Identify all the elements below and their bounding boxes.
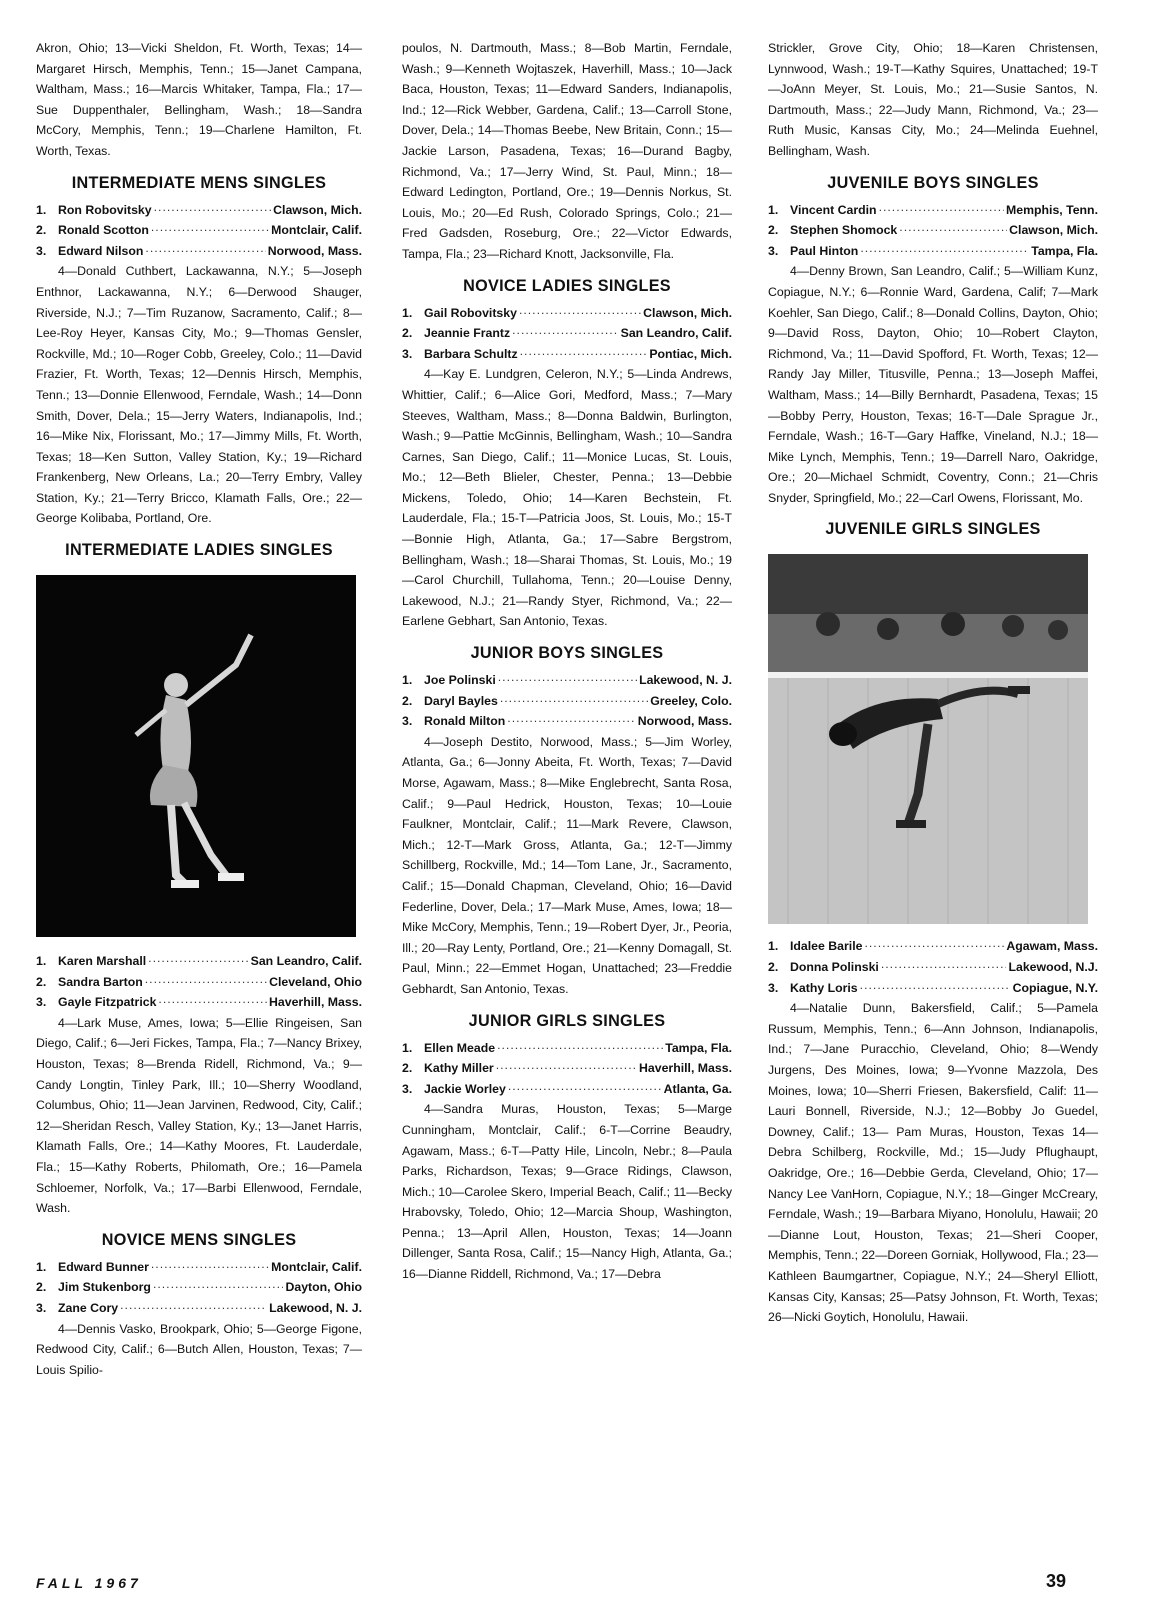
placing-row: 1. Ron Robovitsky ..... Clawson, Mich. bbox=[36, 200, 362, 221]
section-title-intermediate-ladies: INTERMEDIATE LADIES SINGLES bbox=[65, 541, 333, 560]
placing-row: 1. Vincent Cardin ..... Memphis, Tenn. bbox=[768, 200, 1098, 221]
placings-list bbox=[36, 1257, 362, 1319]
section-title-novice-ladies: NOVICE LADIES SINGLES bbox=[463, 276, 671, 295]
placing-row: 2. Stephen Shomock ..... Clawson, Mich. bbox=[768, 220, 1098, 241]
skater-photo bbox=[768, 554, 1088, 924]
section-title-juvenile-girls: JUVENILE GIRLS SINGLES bbox=[825, 520, 1041, 539]
placing-row: 3. Edward Nilson ..... Norwood, Mass. bbox=[36, 241, 362, 262]
placings-list bbox=[768, 200, 1098, 262]
placing-row: 2. Sandra Barton ..... Cleveland, Ohio bbox=[36, 972, 362, 993]
placing-row: 1. Gail Robovitsky ..... Clawson, Mich. bbox=[402, 303, 732, 324]
issue-footer: FALL 1967 bbox=[36, 1575, 142, 1591]
remaining-results: 4—Kay E. Lundgren, Celeron, N.Y.; 5—Linda Andrews, Whittier, Calif.; 6—Alice Gori, Medford, Mass.; 7—Mary Steeves, Waltham, Mass.; 8—Donna Baldwin, Burlington, Wash.; 9—Pattie McGinnis, Bellingham, Wash.; 10—Sandra Carnes, San Diego, Calif.; 11—Monice Lucas, St. Louis, Mo.; 12—Beth Blieler, Chester, Penna.; 13—Debbie Mickens, Toledo, Ohio; 14—Karen Bechstein, Ft. Lauderdale, Fla.; 15-T—Patricia Joos, St. Louis, Mo.; 15-T—Bonnie High, Atlanta, Ga.; 17—Sabre Bergstrom, Bellingham, Wash.; 18—Sharai Thomas, St. Louis, Mo.; 19—Carol Churchill, Tullahoma, Tenn.; 20—Louise Denny, Lakewood, N.J.; 21—Randy Styer, Richmond, Va.; 22—Earlene Gebhart, San Antonio, Texas. bbox=[402, 367, 732, 629]
placing-row: 1. Karen Marshall ..... San Leandro, Calif. bbox=[36, 951, 362, 972]
placings-list bbox=[402, 670, 732, 732]
placing-row: 2. Daryl Bayles ..... Greeley, Colo. bbox=[402, 691, 732, 712]
section-title-novice-mens: NOVICE MENS SINGLES bbox=[101, 1230, 297, 1249]
column-2 bbox=[402, 38, 732, 1285]
section-title-junior-girls: JUNIOR GIRLS SINGLES bbox=[468, 1011, 666, 1030]
placings-list bbox=[36, 951, 362, 1013]
placings-list bbox=[36, 200, 362, 262]
remaining-results: 4—Natalie Dunn, Bakersfield, Calif.; 5—Pamela Russum, Memphis, Tenn.; 6—Ann Johnson, Indianapolis, Ind.; 7—Jane Puracchio, Cleveland, Ohio; 8—Wendy Jurgens, Des Moines, Iowa; 9—Yvonne Mazzola, Des Moines, Iowa; 10—Sherri Friesen, Bakersfield, Calif: 11—Lauri Bonnell, Riverside, N.J.; 12—Bobby Jo Guedel, Downey, Calif.; 13— Pam Muras, Houston, Texas 14—Debra Schilberg, Rockville, Md.; 15—Judy Pflughaupt, Oakridge, Ore.; 16—Debbie Gerda, Cleveland, Ohio; 17—Nancy Lee VanHorn, Copiague, N.Y.; 18—Ginger McCreary, Ferndale, Wash.; 19—Barbara Miyano, Honolulu, Hawaii; 20—Dianne Lout, Houston, Texas; 21—Sheri Cooper, Memphis, Tenn.; 22—Doreen Gorniak, Hollywood, Fla.; 23—Kathleen Baumgartner, Copiague, N.Y.; 24—Sheryl Elliott, Kansas City, Kansas; 25—Patsy Johnson, Ft. Worth, Texas; 26—Nicki Goytich, Honolulu, Hawaii. bbox=[768, 1001, 1098, 1325]
section-title-intermediate-mens: INTERMEDIATE MENS SINGLES bbox=[71, 173, 327, 192]
column-1 bbox=[36, 38, 362, 1380]
continued-results-text: Akron, Ohio; 13—Vicki Sheldon, Ft. Worth, Texas; 14—Margaret Hirsch, Memphis, Tenn.; 15—Janet Campana, Waltham, Mass.; 16—Marcis Whitaker, Tampa, Fla.; 17—Sue Duppenthaler, Bellingham, Wash.; 18—Sandra McCory, Memphis, Tenn.; 19—Charlene Hamilton, Ft. Worth, Texas. bbox=[36, 41, 362, 158]
continued-results-text: Strickler, Grove City, Ohio; 18—Karen Christensen, Lynnwood, Wash.; 19-T—Kathy Squires, Unattached; 19-T—JoAnn Meyer, St. Louis, Mo.; 21—Susie Santos, N. Dartmouth, Mass.; 22—Judy Mann, Richmond, Va.; 23—Ruth Music, Kansas City, Mo.; 24—Melinda Euehnel, Bellingham, Wash. bbox=[768, 41, 1098, 158]
placing-row: 3. Gayle Fitzpatrick ..... Haverhill, Mass. bbox=[36, 992, 362, 1013]
placing-row: 2. Jim Stukenborg ..... Dayton, Ohio bbox=[36, 1277, 362, 1298]
placings-list bbox=[768, 936, 1098, 998]
section-title-juvenile-boys: JUVENILE BOYS SINGLES bbox=[827, 173, 1039, 192]
placing-row: 1. Ellen Meade ..... Tampa, Fla. bbox=[402, 1038, 732, 1059]
placing-row: 3. Kathy Loris ..... Copiague, N.Y. bbox=[768, 978, 1098, 999]
placing-row: 3. Barbara Schultz ..... Pontiac, Mich. bbox=[402, 344, 732, 365]
remaining-results: 4—Denny Brown, San Leandro, Calif.; 5—William Kunz, Copiague, N.Y.; 6—Ronnie Ward, Gardena, Calif; 7—Mark Koehler, San Diego, Calif.; 8—Donald Collins, Dayton, Ohio; 9—David Ross, Dayton, Ohio; 10—Robert Clayton, Richmond, Va.; 11—David Spofford, Ft. Worth, Texas; 12—Randy Jay Miller, Titusville, Penna.; 13—Joseph Maffei, Waltham, Mass.; 14—Billy Bernhardt, Pasadena, Texas; 15—Bobby Perry, Houston, Texas; 16-T—Dale Sprague Jr., Ferndale, Wash.; 16-T—Gary Haffke, Vineland, N.J.; 18—Mike Lynch, Memphis, Tenn.; 19—Darrell Naro, Oakridge, Ore.; 20—Michael Schmidt, Coventry, Conn.; 21—Chris Snyder, Springfield, Mo.; 22—Carl Owens, Florissant, Mo. bbox=[768, 264, 1098, 505]
remaining-results: 4—Dennis Vasko, Brookpark, Ohio; 5—George Figone, Redwood City, Calif.; 6—Butch Allen, Houston, Texas; 7—Louis Spilio- bbox=[36, 1321, 362, 1377]
placing-row: 1. Edward Bunner ..... Montclair, Calif. bbox=[36, 1257, 362, 1278]
placing-row: 2. Donna Polinski ..... Lakewood, N.J. bbox=[768, 957, 1098, 978]
continued-results-text: poulos, N. Dartmouth, Mass.; 8—Bob Martin, Ferndale, Wash.; 9—Kenneth Wojtaszek, Haverhill, Mass.; 10—Jack Baca, Houston, Texas; 11—Edward Sanders, Indianapolis, Ind.; 12—Rick Webber, Gardena, Calif.; 13—Carroll Stone, Dover, Dela.; 14—Thomas Beebe, New Britain, Conn.; 15—Jackie Larson, Pasadena, Texas; 16—Durand Bagby, Richmond, Va.; 17—Jerry Wind, St. Paul, Minn.; 18—Edward Ledington, Portland, Ore.; 19—Dennis Norkus, St. Louis, Mo.; 20—Ed Rush, Colorado Springs, Colo.; 21—Fred Gadsden, Roseburg, Ore.; 22—Victor Edwards, Tampa, Fla.; 23—Richard Knott, Jacksonville, Fla. bbox=[402, 41, 732, 261]
remaining-results: 4—Sandra Muras, Houston, Texas; 5—Marge Cunningham, Montclair, Calif.; 6-T—Corrine Beaudry, Agawam, Mass.; 6-T—Patty Hile, Lincoln, Nebr.; 8—Paula Parks, Richardson, Texas; 9—Grace Ridings, Clawson, Mich.; 10—Carolee Skero, Imperial Beach, Calif.; 11—Becky Hrabovsky, Toledo, Ohio; 12—Marcia Shoup, Washington, Penna.; 13—April Allen, Houston, Texas; 14—Joann Dillenger, Santa Rosa, Calif.; 15—Nancy High, Atlanta, Ga.; 16—Dianne Riddell, Richmond, Va.; 17—Debra bbox=[402, 1102, 732, 1282]
placing-row: 3. Paul Hinton ..... Tampa, Fla. bbox=[768, 241, 1098, 262]
placing-row: 3. Ronald Milton ..... Norwood, Mass. bbox=[402, 711, 732, 732]
column-3 bbox=[768, 38, 1098, 1328]
placings-list bbox=[402, 303, 732, 365]
placings-list bbox=[402, 1038, 732, 1100]
skater-photo bbox=[36, 575, 356, 937]
placing-row: 2. Kathy Miller ..... Haverhill, Mass. bbox=[402, 1058, 732, 1079]
remaining-results: 4—Joseph Destito, Norwood, Mass.; 5—Jim Worley, Atlanta, Ga.; 6—Jonny Abeita, Ft. Worth, Texas; 7—David Morse, Agawam, Mass.; 8—Mike Englebrecht, Santa Rosa, Calif.; 9—Paul Hedrick, Houston, Texas; 10—Louie Faulkner, Montclair, Calif.; 11—Mark Revere, Clawson, Mich.; 12-T—Mark Gross, Atlanta, Ga.; 12-T—Jimmy Schillberg, Rockville, Md.; 14—Tom Lane, Jr., Sacramento, Calif.; 15—Donald Chapman, Cleveland, Ohio; 16—David Federline, Dover, Dela.; 17—Mark Muse, Ames, Iowa; 18—Mike McCory, Memphis, Tenn.; 19—Robert Dyer, Jr., Peoria, Ill.; 20—Ray Lenty, Portland, Ore.; 21—Kenny Domagall, St. Paul, Minn.; 22—Emmet Hogan, Unattached; 23—Freddie Gebhardt, San Antonio, Texas. bbox=[402, 734, 732, 996]
placing-row: 3. Jackie Worley ..... Atlanta, Ga. bbox=[402, 1079, 732, 1100]
remaining-results: 4—Lark Muse, Ames, Iowa; 5—Ellie Ringeisen, San Diego, Calif.; 6—Jeri Fickes, Tampa, Fla.; 7—Nancy Brixey, Houston, Texas; 8—Brenda Ridell, Richmond, Va.; 9—Candy Longtin, Tinley Park, Ill.; 10—Sherry Woodland, Columbus, Ohio; 11—Jean Jarvinen, Redwood, City, Calif.; 12—Sheridan Resch, Valley Station, Ky.; 13—Janet Harris, Klamath Falls, Ore.; 14—Kathy Moores, Ft. Lauderdale, Fla.; 15—Kathy Roberts, Philomath, Ore.; 16—Pamela Schloemer, Norfolk, Va.; 17—Barbi Ellenwood, Ferndale, Wash. bbox=[36, 1015, 362, 1216]
placing-row: 2. Ronald Scotton ..... Montclair, Calif. bbox=[36, 220, 362, 241]
page-number: 39 bbox=[1046, 1571, 1067, 1591]
placing-row: 1. Idalee Barile ..... Agawam, Mass. bbox=[768, 936, 1098, 957]
placing-row: 1. Joe Polinski ..... Lakewood, N. J. bbox=[402, 670, 732, 691]
remaining-results: 4—Donald Cuthbert, Lackawanna, N.Y.; 5—Joseph Enthnor, Lackawanna, N.Y.; 6—Derwood Shauger, Riverside, N.J.; 7—Tim Ruzanow, Sacramento, Calif.; 8—Lee-Roy Heyer, Kansas City, Mo.; 9—Thomas Gensler, Rockville, Md.; 10—Roger Cobb, Greeley, Colo.; 11—David Frazier, Ft. Worth, Texas; 12—Dennis Hirsch, Memphis, Tenn.; 13—Donnie Ellenwood, Ferndale, Wash.; 14—Donn Smith, Dover, Dela.; 15—Jerry Waters, Indianapolis, Ind.; 16—Mike Nix, Florissant, Mo.; 17—Jimmy Mills, Ft. Worth, Texas; 18—Ken Sutton, Valley Station, Ky.; 19—Richard Frankenberg, New Orleans, La.; 20—Terry Embry, Valley Station, Ky.; 21—Terry Bricco, Klamath Falls, Ore.; 22—George Kolibaba, Portland, Ore. bbox=[36, 264, 362, 526]
section-title-junior-boys: JUNIOR BOYS SINGLES bbox=[470, 644, 664, 663]
placing-row: 3. Zane Cory ..... Lakewood, N. J. bbox=[36, 1298, 362, 1319]
placing-row: 2. Jeannie Frantz ..... San Leandro, Calif. bbox=[402, 323, 732, 344]
